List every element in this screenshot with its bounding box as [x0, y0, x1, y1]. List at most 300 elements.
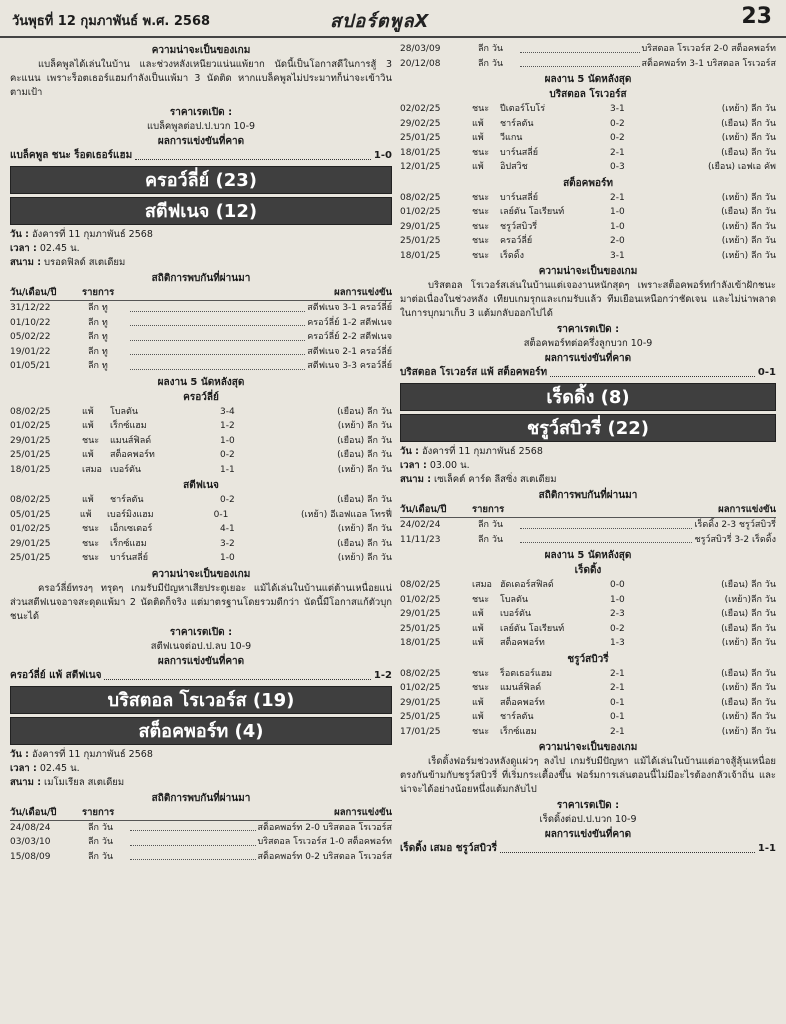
- form-opponent: ครอว์ลี่ย์: [500, 236, 533, 246]
- form-result: ชนะ: [472, 104, 490, 114]
- form-opponent: ฮัดเดอร์สฟิลด์: [500, 580, 554, 590]
- form-date: 29/01/25: [400, 609, 441, 619]
- form-row: [10, 434, 392, 449]
- form-venue-competition: (เยือน) ลีก วัน: [721, 580, 776, 590]
- form-date: 25/01/25: [400, 712, 441, 722]
- form-row: [10, 551, 392, 566]
- form-opponent: เร็ดดิ้ง: [500, 250, 524, 261]
- form-score: 2-1: [610, 147, 625, 158]
- h2h-result: สต็อคพอร์ท 0-2 บริสตอล โรเวอร์ส: [257, 851, 392, 862]
- form-opponent: บาร์นสลี่ย์: [500, 147, 539, 158]
- form-venue-competition: (เหย้า) ลีก วัน: [721, 221, 776, 232]
- form-opponent: เร็กซ์แฮม: [500, 726, 537, 737]
- form-result: แพ้: [472, 609, 484, 619]
- form-date: 29/01/25: [400, 221, 441, 232]
- form-result: เสมอ: [82, 464, 102, 475]
- form-date: 08/02/25: [400, 192, 441, 203]
- dot-leader: [520, 533, 692, 544]
- form-opponent: เอ็กเซเตอร์: [110, 524, 153, 534]
- form-score: 1-3: [610, 638, 625, 648]
- form-venue-competition: (เหย้า) ลีก วัน: [337, 421, 392, 431]
- form-score: 1-2: [220, 421, 235, 431]
- form-row: [400, 578, 776, 593]
- form-score: 0-1: [610, 712, 625, 722]
- form-result: ชนะ: [472, 594, 490, 605]
- form-result: ชนะ: [472, 207, 490, 217]
- match-venue-line: [10, 256, 392, 270]
- form-row: [400, 696, 776, 711]
- rate-text: สต็อคพอร์ทต่อครึ่งลูกบวก 10-9: [523, 338, 653, 349]
- h2h-row: [10, 850, 392, 865]
- dot-leader: [130, 835, 256, 846]
- match-day-label: วัน :: [10, 748, 29, 760]
- h2h-competition: ลีก วัน: [478, 58, 504, 69]
- form-row: [400, 607, 776, 622]
- h2h-row: [400, 42, 776, 57]
- form-row: [10, 463, 392, 478]
- h2h-competition: ลีก ทู: [88, 332, 108, 342]
- h2h-result: สตีฟเนจ 3-3 ครอว์ลี่ย์: [307, 361, 392, 371]
- match-time: 03.00 น.: [429, 460, 470, 471]
- form-date: 17/01/25: [400, 726, 441, 737]
- form-venue-competition: (เยือน) ลีก วัน: [721, 697, 776, 708]
- prediction-text: ครอว์ลี่ย์ แพ้ สตีฟเนจ: [10, 669, 102, 681]
- match-time-label: เวลา :: [10, 762, 37, 774]
- form-score: 0-2: [610, 118, 625, 129]
- form-date: 08/02/25: [10, 495, 51, 505]
- match-time-line: [10, 242, 392, 256]
- h2h-date: 24/02/24: [400, 520, 441, 530]
- form-date: 29/01/25: [10, 435, 51, 446]
- form-date: 18/01/25: [400, 638, 441, 648]
- form-result: แพ้: [472, 697, 484, 708]
- form-result: ชนะ: [82, 538, 100, 549]
- form-result: ชนะ: [82, 435, 100, 446]
- away-form-title: สตีฟเนจ: [183, 480, 219, 491]
- form-opponent: ชาร์ลตัน: [110, 495, 144, 505]
- form-date: 25/01/25: [10, 450, 51, 460]
- match-time: 02.45 น.: [39, 762, 80, 774]
- form-score: 0-1: [213, 509, 229, 520]
- h2h-result: บริสตอล โรเวอร์ส 2-0 สต็อคพอร์ท: [641, 44, 776, 54]
- form-row: [400, 249, 776, 264]
- form-opponent: แมนส์ฟิลด์: [500, 683, 542, 693]
- h2h-result: ครอว์ลี่ย์ 2-2 สตีฟเนจ: [307, 332, 392, 342]
- h2h-header-result: ผลการแข่งขัน: [334, 287, 392, 298]
- form-opponent: ร็อตเธอร์แฮม: [500, 668, 553, 679]
- form-score: 0-3: [610, 162, 625, 172]
- h2h-date: 05/02/22: [10, 332, 51, 342]
- form-score: 4-1: [220, 524, 235, 534]
- form-venue-competition: (เยือน) ลีก วัน: [337, 538, 392, 549]
- h2h-row: [10, 330, 392, 345]
- h2h-header-date: วัน/เดือน/ปี: [10, 806, 57, 818]
- likelihood-text: บริสตอล โรเวอร์สเล่นในบ้านแต่เจองานหนักสุดๆ เพราะสต็อคพอร์ทกำลังเข้าฝักชนะมาต่อเนื่องในช่วงหลัง เทียบเกมรุกและเกมรับแล้ว ทีมเยือนเหนือกว่าชัดเจน และไม่น่าพลาดในการบุกมาเก็บ 3 แต้มกลับออกไปได้: [400, 280, 776, 319]
- match-venue: เซเล็คต์ คาร์ด ลีสซิ่ง สเตเดียม: [434, 474, 557, 485]
- rate-title: ราคาเรตเปิด :: [169, 107, 233, 118]
- form-opponent: เบอร์มิงแฮม: [106, 509, 154, 520]
- form-venue-competition: (เหย้า) ลีก วัน: [721, 192, 776, 203]
- form-score: 0-2: [220, 450, 235, 460]
- home-team-banner: เร็ดดิ้ง (8): [400, 383, 776, 411]
- form-date: 25/01/25: [10, 553, 51, 563]
- form-venue-competition: (เยือน) ลีก วัน: [721, 147, 776, 158]
- prediction-text: เร็ดดิ้ง เสมอ ชรูว์สบิวรี่: [400, 843, 497, 854]
- dot-leader: [130, 850, 256, 861]
- form-opponent: เลย์ตัน โอเรียนท์: [500, 623, 565, 634]
- dot-leader: [135, 149, 371, 160]
- h2h-row: [10, 821, 392, 836]
- h2h-date: 01/10/22: [10, 317, 51, 328]
- h2h-row: [400, 533, 776, 548]
- form-venue-competition: (เยือน) ลีก วัน: [337, 435, 392, 446]
- h2h-date: 24/08/24: [10, 822, 51, 833]
- form-venue-competition: (เยือน) ลีก วัน: [721, 207, 776, 217]
- form-row: [10, 448, 392, 463]
- form-score: 0-2: [610, 623, 625, 634]
- form-result: ชนะ: [472, 192, 490, 203]
- form-result: แพ้: [472, 118, 484, 129]
- form-venue-competition: (เยือน) ลีก วัน: [337, 406, 392, 417]
- form-result: ชนะ: [472, 250, 490, 261]
- h2h-header: [400, 503, 776, 518]
- likelihood-text: เร็ดดิ้งฟอร์มช่วงหลังดูแผ่วๆ ลงไป เกมรับมีปัญหา แม้ได้เล่นในบ้านแต่อาจสู้ลุ้นเหนื่อย ตรงกันข้ามกับชรูว์สบิวรี่ ที่เริ่มกระเตื้องขึ้น ฟอร์มการเล่นตอนนี้ไม่มีอะไรต้องกลัวเจ้าถิ่น และน่าจะได้อย่างน้อยหนึ่งแต้มกลับไป: [400, 756, 776, 795]
- h2h-header: [10, 806, 392, 821]
- form-date: 01/02/25: [400, 594, 441, 605]
- h2h-competition: ลีก วัน: [88, 837, 114, 847]
- form-opponent: เร็กซ์แฮม: [110, 421, 147, 431]
- match-day-line: [10, 748, 392, 762]
- form-date: 29/02/25: [400, 118, 441, 129]
- h2h-date: 15/08/09: [10, 851, 51, 862]
- form-row: [10, 405, 392, 420]
- form-result: ชนะ: [82, 553, 100, 563]
- form-score: 0-2: [610, 133, 625, 143]
- form-score: 0-0: [610, 580, 625, 590]
- rate-title: ราคาเรตเปิด :: [169, 626, 233, 638]
- rate-title: ราคาเรตเปิด :: [556, 324, 620, 335]
- match-time-label: เวลา :: [10, 243, 37, 254]
- match-day: อังคารที่ 11 กุมภาพันธ์ 2568: [421, 446, 543, 457]
- form-date: 12/01/25: [400, 162, 441, 172]
- form-date: 18/01/25: [10, 464, 51, 475]
- form-score: 3-4: [220, 406, 235, 417]
- form-venue-competition: (เหย้า) ลีก วัน: [721, 683, 776, 693]
- h2h-competition: ลีก วัน: [88, 851, 114, 862]
- h2h-result: บริสตอล โรเวอร์ส 1-0 สต็อคพอร์ท: [257, 837, 392, 847]
- likelihood-title: ความน่าจะเป็นของเกม: [151, 45, 251, 56]
- h2h-date: 03/03/10: [10, 837, 51, 847]
- form-venue-competition: (เยือน) เอฟเอ คัพ: [708, 162, 776, 172]
- form-row: [400, 681, 776, 696]
- form-venue-competition: (เหย้า) ลีก วัน: [721, 638, 776, 648]
- form-result: ชนะ: [472, 668, 490, 679]
- form-result: แพ้: [472, 712, 484, 722]
- match-venue-label: สนาม :: [10, 776, 41, 788]
- prediction-line: [400, 366, 776, 380]
- form-venue-competition: (เหย้า) อีเอฟแอล โทรฟี่: [300, 509, 392, 520]
- form-score: 1-0: [610, 207, 625, 217]
- dot-leader: [520, 518, 692, 529]
- form-row: [400, 622, 776, 637]
- match-day-label: วัน :: [400, 446, 419, 457]
- form-result: แพ้: [79, 509, 92, 520]
- form-venue-competition: (เยือน) ลีก วัน: [721, 668, 776, 679]
- form-title: ผลงาน 5 นัดหลังสุด: [157, 376, 245, 388]
- form-score: 2-1: [610, 683, 625, 693]
- likelihood-text: ครอว์ลี่ย์ทรงๆ ทรุดๆ เกมรับมีปัญหาเสียประตูเยอะ แม้ได้เล่นในบ้านแต่ต้านเหนื่อยแน่ ส่วนสตีฟเนจอาจสะดุดแพ้มา 2 นัดติดก็จริง แต่มาตรฐานโดยรวมดีกว่า นัดนี้มีโอกาสแก้ตัวบุกชนะได้: [10, 582, 392, 622]
- form-opponent: บาร์นสลี่ย์: [500, 192, 539, 203]
- form-row: [10, 493, 392, 508]
- form-date: 01/02/25: [10, 421, 51, 431]
- h2h-header-result: ผลการแข่งขัน: [718, 504, 776, 515]
- h2h-row: [10, 359, 392, 374]
- h2h-result: สตีฟเนจ 2-1 ครอว์ลี่ย์: [307, 346, 392, 357]
- form-score: 2-1: [610, 668, 625, 679]
- predict-title: ผลการแข่งขันที่คาด: [544, 353, 632, 364]
- form-result: ชนะ: [472, 221, 490, 232]
- form-score: 0-2: [220, 495, 235, 505]
- form-row: [400, 131, 776, 146]
- h2h-competition: ลีก วัน: [478, 44, 504, 54]
- prediction-text: แบล็คพูล ชนะ ร็อตเธอร์แฮม: [10, 150, 133, 161]
- match-day-label: วัน :: [10, 229, 29, 240]
- form-result: แพ้: [82, 421, 94, 431]
- likelihood-title: ความน่าจะเป็นของเกม: [538, 742, 638, 753]
- dot-leader: [500, 842, 755, 853]
- form-venue-competition: (เหย้า) ลีก วัน: [337, 464, 392, 475]
- form-date: 01/02/25: [400, 683, 441, 693]
- form-venue-competition: (เหย้า) ลีก วัน: [721, 104, 776, 114]
- form-date: 25/01/25: [400, 236, 441, 246]
- h2h-row: [10, 316, 392, 331]
- issue-date: วันพุธที่ 12 กุมภาพันธ์ พ.ศ. 2568: [12, 14, 211, 29]
- dot-leader: [130, 330, 305, 341]
- prediction-score: 0-1: [757, 367, 776, 378]
- prediction-score: 1-1: [757, 843, 776, 854]
- form-opponent: เบอร์ตัน: [500, 609, 532, 619]
- form-row: [400, 220, 776, 235]
- form-result: แพ้: [472, 133, 484, 143]
- form-row: [400, 102, 776, 117]
- dot-leader: [520, 57, 640, 68]
- form-result: ชนะ: [472, 236, 490, 246]
- h2h-date: 01/05/21: [10, 361, 51, 371]
- left-column: [10, 42, 392, 864]
- publication-logo: สปอร์ตพูลX: [330, 11, 430, 32]
- prediction-text: บริสตอล โรเวอร์ส แพ้ สต็อคพอร์ท: [400, 367, 548, 378]
- form-opponent: ชาร์ลตัน: [500, 118, 534, 129]
- h2h-title: สถิติการพบกันที่ผ่านมา: [151, 273, 251, 284]
- page-header: [0, 0, 786, 38]
- form-score: 3-1: [610, 250, 625, 261]
- dot-leader: [130, 821, 256, 832]
- likelihood-text: แบล็คพูลได้เล่นในบ้าน และช่วงหลังเหนียวแน่นแพ้ยาก นัดนี้เป็นโอกาสดีในการสู้ 3 คะแนน เพราะร็อตเธอร์แฮมกำลังเป็นแพ้มา 3 นัดติด หากแบล็คพูลไม่ประมาทก็น่าจะเข้าวินตามเป้า: [10, 59, 392, 98]
- form-result: ชนะ: [472, 683, 490, 693]
- match-venue-line: [400, 473, 776, 487]
- h2h-row: [10, 345, 392, 360]
- h2h-header-result: ผลการแข่งขัน: [334, 806, 392, 818]
- form-row: [400, 593, 776, 608]
- h2h-header-competition: รายการ: [472, 504, 505, 515]
- home-form-title: บริสตอล โรเวอร์ส: [549, 89, 627, 100]
- form-row: [400, 191, 776, 206]
- form-opponent: ชรูว์สบิวรี่: [500, 221, 538, 232]
- prediction-score: 1-2: [373, 669, 392, 681]
- form-opponent: เบอร์ตัน: [110, 464, 142, 475]
- match-venue-label: สนาม :: [10, 257, 41, 268]
- form-title: ผลงาน 5 นัดหลังสุด: [544, 550, 632, 561]
- form-date: 01/02/25: [10, 524, 51, 534]
- form-date: 18/01/25: [400, 147, 441, 158]
- rate-text: สตีฟเนจต่อป.ป.ลบ 10-9: [150, 640, 252, 652]
- form-score: 2-1: [610, 192, 625, 203]
- form-opponent: โบลตัน: [110, 406, 139, 417]
- h2h-row: [10, 301, 392, 316]
- match-venue-line: [10, 776, 392, 790]
- h2h-title: สถิติการพบกันที่ผ่านมา: [538, 490, 638, 501]
- h2h-competition: ลีก ทู: [88, 317, 108, 328]
- home-team-banner: บริสตอล โรเวอร์ส (19): [10, 686, 392, 714]
- prediction-line: [400, 842, 776, 856]
- h2h-result: ชรูว์สบิวรี่ 3-2 เร็ดดิ้ง: [694, 534, 776, 545]
- form-score: 1-0: [220, 435, 235, 446]
- h2h-header-date: วัน/เดือน/ปี: [10, 287, 57, 298]
- form-row: [400, 160, 776, 175]
- dot-leader: [130, 345, 305, 356]
- prediction-line: [10, 669, 392, 683]
- form-date: 18/01/25: [400, 250, 441, 261]
- form-result: ชนะ: [472, 147, 490, 158]
- dot-leader: [130, 316, 305, 327]
- h2h-competition: ลีก ทู: [88, 346, 108, 357]
- h2h-result: เร็ดดิ้ง 2-3 ชรูว์สบิวรี่: [694, 520, 776, 530]
- h2h-row: [400, 57, 776, 72]
- form-date: 25/01/25: [400, 133, 441, 143]
- h2h-header-competition: รายการ: [82, 806, 115, 818]
- form-date: 02/02/25: [400, 104, 441, 114]
- h2h-row: [400, 518, 776, 533]
- form-title: ผลงาน 5 นัดหลังสุด: [544, 74, 632, 85]
- form-opponent: สต็อคพอร์ท: [500, 638, 545, 648]
- likelihood-title: ความน่าจะเป็นของเกม: [538, 266, 638, 277]
- form-venue-competition: (เหย้า) ลีก วัน: [721, 712, 776, 722]
- match-day-line: [400, 445, 776, 459]
- form-opponent: เร็กซ์แฮม: [110, 538, 147, 549]
- match-venue-label: สนาม :: [400, 474, 431, 485]
- form-row: [400, 636, 776, 651]
- dot-leader: [130, 359, 305, 370]
- h2h-header: [10, 286, 392, 301]
- form-venue-competition: (เหย้า) ลีก วัน: [721, 726, 776, 737]
- home-form-title: เร็ดดิ้ง: [574, 565, 602, 576]
- form-result: แพ้: [472, 623, 484, 634]
- form-score: 3-2: [220, 538, 235, 549]
- form-venue-competition: (เยือน) ลีก วัน: [337, 495, 392, 505]
- h2h-competition: ลีก วัน: [478, 534, 504, 545]
- form-date: 29/01/25: [400, 697, 441, 708]
- away-team-banner: สต็อคพอร์ท (4): [10, 717, 392, 745]
- match-time: 02.45 น.: [39, 243, 80, 254]
- dot-leader: [550, 366, 755, 377]
- rate-text: แบล็คพูลต่อป.ป.บวก 10-9: [146, 121, 256, 132]
- h2h-header-competition: รายการ: [82, 287, 115, 298]
- away-form-title: สต็อคพอร์ท: [563, 177, 613, 189]
- match-time-line: [10, 762, 392, 776]
- form-row: [400, 205, 776, 220]
- form-opponent: อิปสวิช: [500, 162, 528, 172]
- form-result: แพ้: [82, 495, 94, 505]
- form-row: [400, 234, 776, 249]
- form-opponent: แมนส์ฟิลด์: [110, 435, 152, 446]
- form-venue-competition: (เหย้า) ลีก วัน: [721, 236, 776, 246]
- form-date: 08/02/25: [10, 406, 51, 417]
- h2h-result: สตีฟเนจ 3-1 ครอว์ลี่ย์: [307, 303, 392, 313]
- prediction-score: 1-0: [373, 150, 392, 161]
- h2h-date: 19/01/22: [10, 346, 51, 357]
- form-result: แพ้: [82, 406, 94, 417]
- h2h-result: สต็อคพอร์ท 2-0 บริสตอล โรเวอร์ส: [257, 822, 392, 833]
- form-result: แพ้: [472, 638, 484, 648]
- form-date: 08/02/25: [400, 580, 441, 590]
- form-opponent: สต็อคพอร์ท: [110, 450, 155, 460]
- match-time-line: [400, 459, 776, 473]
- h2h-result: สต็อคพอร์ท 3-1 บริสตอล โรเวอร์ส: [641, 58, 776, 69]
- likelihood-title: ความน่าจะเป็นของเกม: [151, 568, 251, 580]
- form-score: 2-1: [610, 726, 625, 737]
- form-date: 08/02/25: [400, 668, 441, 679]
- form-opponent: สต็อคพอร์ท: [500, 697, 545, 708]
- form-venue-competition: (เยือน) ลีก วัน: [721, 609, 776, 619]
- form-date: 05/01/25: [10, 509, 51, 520]
- form-row: [400, 667, 776, 682]
- form-venue-competition: (เยือน) ลีก วัน: [337, 450, 392, 460]
- away-team-banner: ชรูว์สบิวรี่ (22): [400, 414, 776, 442]
- form-opponent: วีแกน: [500, 133, 523, 143]
- form-opponent: โบลตัน: [500, 594, 529, 605]
- form-venue-competition: (เหย้า)ลีก วัน: [724, 594, 776, 605]
- form-score: 1-1: [220, 464, 235, 475]
- match-day: อังคารที่ 11 กุมภาพันธ์ 2568: [31, 748, 153, 760]
- h2h-result: ครอว์ลี่ย์ 1-2 สตีฟเนจ: [307, 317, 392, 328]
- form-row: [400, 146, 776, 161]
- form-score: 3-1: [610, 104, 625, 114]
- rate-text: เร็ดดิ้งต่อป.ป.บวก 10-9: [539, 814, 637, 825]
- form-date: 29/01/25: [10, 538, 51, 549]
- form-score: 0-1: [610, 697, 625, 708]
- form-opponent: เลย์ตัน โอเรียนท์: [500, 207, 565, 217]
- form-opponent: บาร์นสลี่ย์: [110, 553, 149, 563]
- predict-title: ผลการแข่งขันที่คาด: [157, 655, 245, 667]
- form-row: [400, 117, 776, 132]
- h2h-competition: ลีก วัน: [478, 520, 504, 530]
- predict-title: ผลการแข่งขันที่คาด: [157, 136, 245, 147]
- h2h-header-date: วัน/เดือน/ปี: [400, 504, 447, 515]
- form-row: [10, 419, 392, 434]
- form-result: ชนะ: [472, 726, 490, 737]
- home-form-title: ครอว์ลี่ย์: [183, 391, 219, 403]
- match-venue: เมโมเรียล สเตเดียม: [44, 776, 125, 788]
- form-row: [400, 725, 776, 740]
- right-column: [400, 42, 776, 856]
- h2h-competition: ลีก ทู: [88, 361, 108, 371]
- page-number: 23: [741, 4, 772, 29]
- form-venue-competition: (เหย้า) ลีก วัน: [721, 250, 776, 261]
- match-time-label: เวลา :: [400, 460, 427, 471]
- form-row: [400, 710, 776, 725]
- form-date: 01/02/25: [400, 207, 441, 217]
- form-result: ชนะ: [82, 524, 100, 534]
